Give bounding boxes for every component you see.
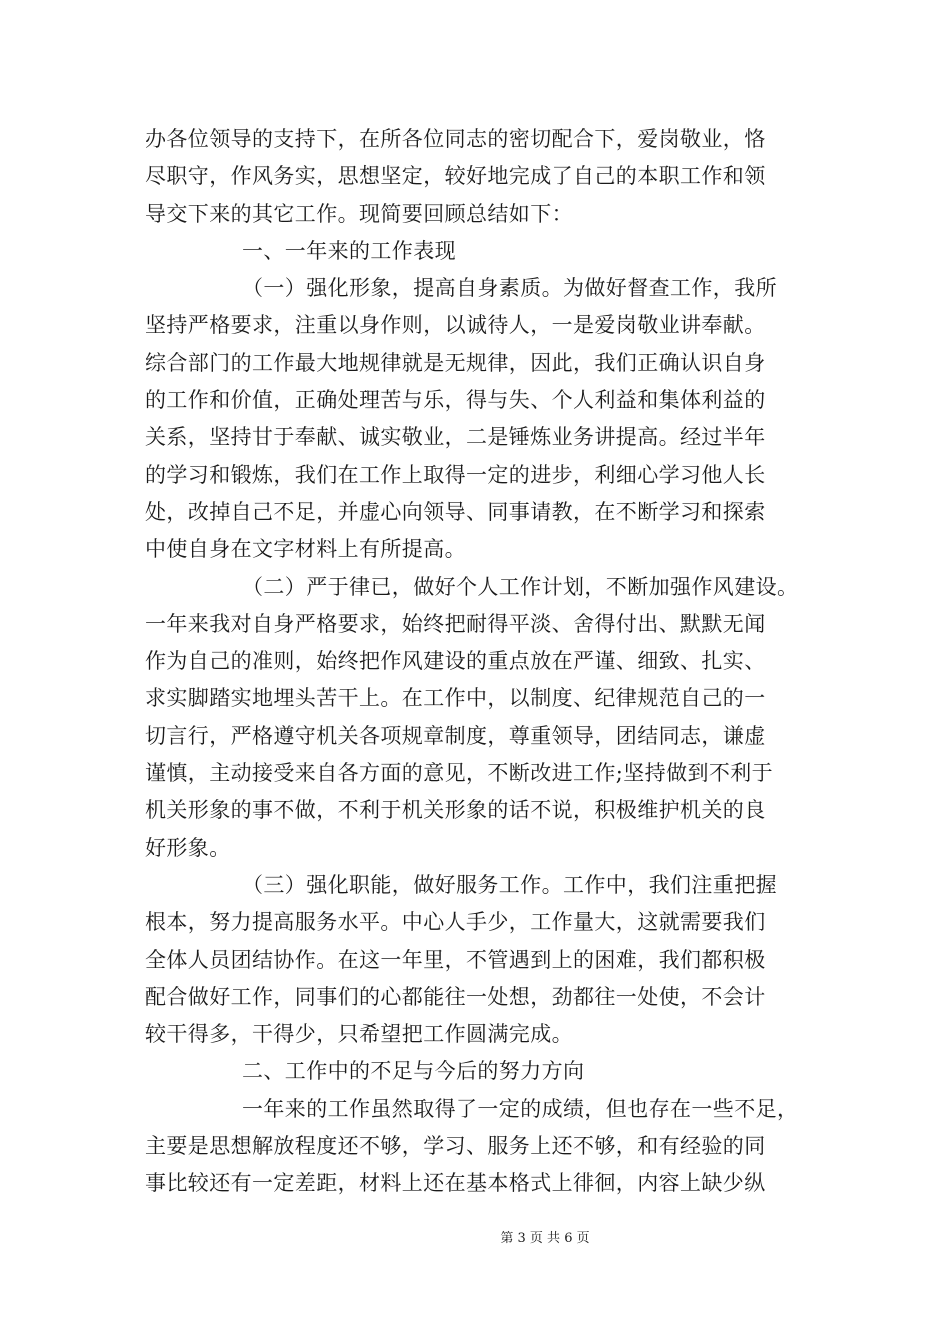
page-number: 第 3 页 共 6 页 (500, 1231, 590, 1246)
text-line: 配合做好工作，同事们的心都能往一处想，劲都往一处使，不会计 (145, 984, 766, 1009)
text-line: 办各位领导的支持下，在所各位同志的密切配合下，爱岗敬业，恪 (145, 127, 766, 151)
section-heading: 二、工作中的不足与今后的努力方向 (242, 1059, 585, 1084)
text-line: 好形象。 (145, 835, 231, 860)
text-line: 处，改掉自己不足，并虚心向领导、同事请教，在不断学习和探索 (145, 499, 766, 524)
text-line: 中使自身在文字材料上有所提高。 (145, 537, 466, 562)
text-line: 较干得多，干得少，只希望把工作圆满完成。 (145, 1022, 573, 1047)
text-line: 作为自己的准则，始终把作风建设的重点放在严谨、细致、扎实、 (145, 649, 766, 674)
text-line: 切言行，严格遵守机关各项规章制度，尊重领导，团结同志，谦虚 (145, 723, 766, 748)
text-line: 的学习和锻炼，我们在工作上取得一定的进步，利细心学习他人长 (145, 462, 766, 487)
text-line: 谨慎，主动接受来自各方面的意见，不断改进工作;坚持做到不利于 (145, 761, 774, 786)
text-line: 一年来我对自身严格要求，始终把耐得平淡、舍得付出、默默无闻 (145, 611, 766, 636)
text-line: 全体人员团结协作。在这一年里，不管遇到上的困难，我们都积极 (145, 947, 766, 972)
text-line: 导交下来的其它工作。现简要回顾总结如下： (145, 201, 573, 226)
text-line: 事比较还有一定差距，材料上还在基本格式上徘徊，内容上缺少纵 (145, 1171, 766, 1196)
text-line: 综合部门的工作最大地规律就是无规律，因此，我们正确认识自身 (145, 350, 766, 375)
text-line: 主要是思想解放程度还不够，学习、服务上还不够，和有经验的同 (145, 1134, 766, 1159)
paragraph-first-line: （一）强化形象，提高自身素质。为做好督查工作，我所 (242, 276, 777, 301)
paragraph-first-line: 一年来的工作虽然取得了一定的成绩，但也存在一些不足， (242, 1096, 799, 1121)
text-line: 坚持严格要求，注重以身作则，以诚待人，一是爱岗敬业讲奉献。 (145, 313, 766, 338)
text-line: 机关形象的事不做，不利于机关形象的话不说，积极维护机关的良 (145, 798, 766, 823)
text-line: 尽职守，作风务实，思想坚定，较好地完成了自己的本职工作和领 (145, 164, 766, 189)
document-body (145, 121, 815, 1203)
paragraph-first-line: （三）强化职能，做好服务工作。工作中，我们注重把握 (242, 872, 777, 897)
text-line: 求实脚踏实地埋头苦干上。在工作中，以制度、纪律规范自己的一 (145, 686, 766, 711)
text-line: 根本，努力提高服务水平。中心人手少，工作量大，这就需要我们 (145, 910, 766, 935)
text-line: 的工作和价值，正确处理苦与乐，得与失、个人利益和集体利益的 (145, 388, 766, 413)
section-heading: 一、一年来的工作表现 (242, 238, 456, 263)
text-line: 关系，坚持甘于奉献、诚实敬业，二是锤炼业务讲提高。经过半年 (145, 425, 766, 450)
paragraph-first-line: （二）严于律已，做好个人工作计划，不断加强作风建设。 (242, 574, 799, 599)
